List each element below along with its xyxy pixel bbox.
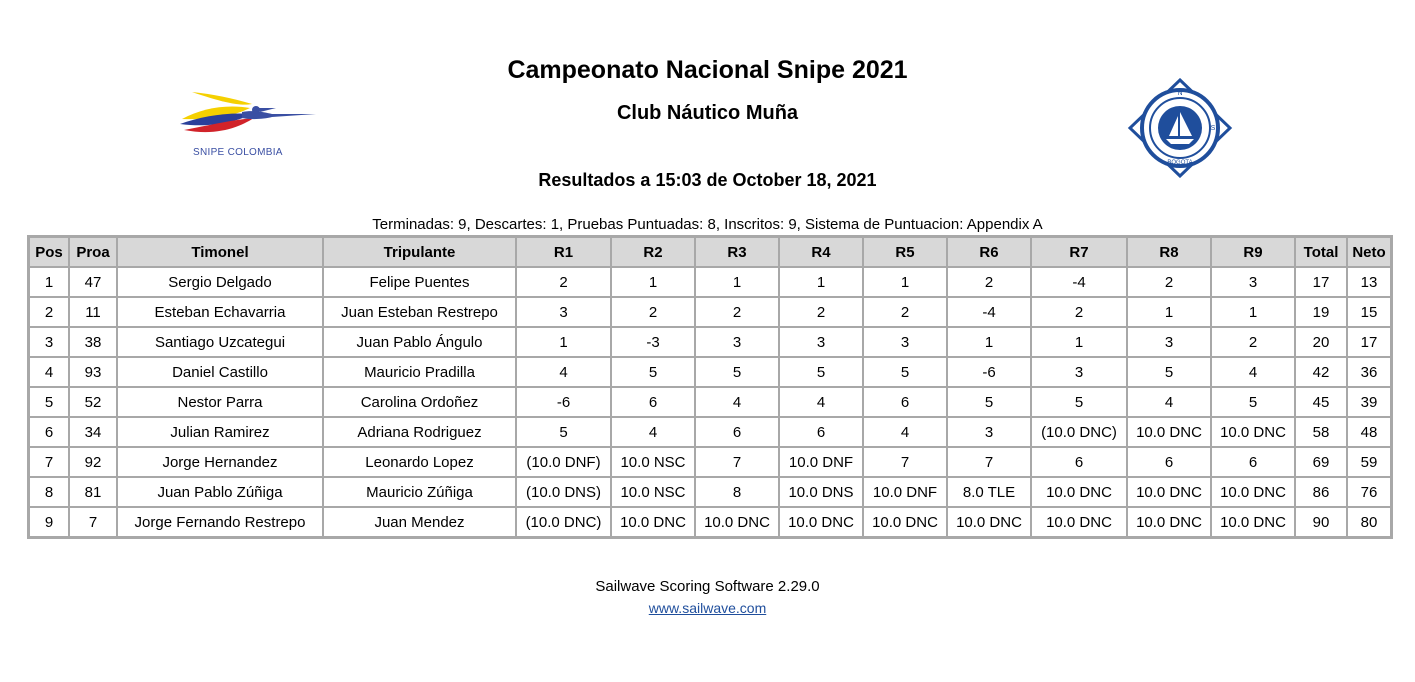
cell-neto: 80 (1347, 507, 1391, 537)
cell-total: 86 (1295, 477, 1347, 507)
cell-proa: 38 (69, 327, 117, 357)
cell-r4: 4 (779, 387, 863, 417)
cell-total: 90 (1295, 507, 1347, 537)
cell-pos: 1 (29, 267, 69, 297)
cell-total: 42 (1295, 357, 1347, 387)
cell-r5: 4 (863, 417, 947, 447)
cell-tripulante: Carolina Ordoñez (323, 387, 516, 417)
cell-r4: 1 (779, 267, 863, 297)
cell-timonel: Esteban Echavarria (117, 297, 323, 327)
cell-total: 45 (1295, 387, 1347, 417)
cell-r4: 5 (779, 357, 863, 387)
cell-r7: 1 (1031, 327, 1127, 357)
table-row (29, 417, 1391, 447)
cell-r5: 1 (863, 267, 947, 297)
cell-r7: 6 (1031, 447, 1127, 477)
seal-letter-s: S (1210, 125, 1216, 132)
cell-r2: 5 (611, 357, 695, 387)
column-header-r9: R9 (1211, 237, 1295, 267)
column-header-pos: Pos (29, 237, 69, 267)
cell-r4: 3 (779, 327, 863, 357)
column-header-r2: R2 (611, 237, 695, 267)
column-header-r1: R1 (516, 237, 611, 267)
cell-total: 20 (1295, 327, 1347, 357)
cell-tripulante: Adriana Rodriguez (323, 417, 516, 447)
series-summary: Terminadas: 9, Descartes: 1, Pruebas Puntuadas: 8, Inscritos: 9, Sistema de Puntuacion: Appendix A (372, 216, 1043, 233)
cell-tripulante: Juan Esteban Restrepo (323, 297, 516, 327)
cell-proa: 81 (69, 477, 117, 507)
cell-timonel: Jorge Fernando Restrepo (117, 507, 323, 537)
cell-pos: 2 (29, 297, 69, 327)
club-seal-icon (1126, 78, 1234, 178)
cell-proa: 11 (69, 297, 117, 327)
cell-total: 58 (1295, 417, 1347, 447)
table-row (29, 507, 1391, 537)
cell-timonel: Julian Ramirez (117, 417, 323, 447)
cell-r1: 2 (516, 267, 611, 297)
table-row (29, 267, 1391, 297)
cell-r7: 10.0 DNC (1031, 477, 1127, 507)
cell-r7: -4 (1031, 267, 1127, 297)
table-row (29, 447, 1391, 477)
cell-r6: 1 (947, 327, 1031, 357)
cell-r8: 2 (1127, 267, 1211, 297)
cell-r9: 3 (1211, 267, 1295, 297)
cell-r5: 6 (863, 387, 947, 417)
cell-r9: 10.0 DNC (1211, 507, 1295, 537)
page-title: Campeonato Nacional Snipe 2021 (507, 56, 908, 84)
cell-neto: 48 (1347, 417, 1391, 447)
cell-r7: 3 (1031, 357, 1127, 387)
cell-r8: 5 (1127, 357, 1211, 387)
cell-r3: 10.0 DNC (695, 507, 779, 537)
cell-r3: 1 (695, 267, 779, 297)
cell-tripulante: Juan Mendez (323, 507, 516, 537)
cell-r4: 2 (779, 297, 863, 327)
cell-total: 69 (1295, 447, 1347, 477)
cell-r3: 2 (695, 297, 779, 327)
cell-r1: 3 (516, 297, 611, 327)
cell-neto: 15 (1347, 297, 1391, 327)
table-row (29, 357, 1391, 387)
cell-r6: -4 (947, 297, 1031, 327)
cell-proa: 34 (69, 417, 117, 447)
cell-r1: (10.0 DNF) (516, 447, 611, 477)
table-row (29, 327, 1391, 357)
cell-r3: 3 (695, 327, 779, 357)
cell-r8: 6 (1127, 447, 1211, 477)
cell-r8: 10.0 DNC (1127, 477, 1211, 507)
cell-r2: 4 (611, 417, 695, 447)
cell-neto: 36 (1347, 357, 1391, 387)
column-header-r7: R7 (1031, 237, 1127, 267)
cell-total: 17 (1295, 267, 1347, 297)
cell-r7: 2 (1031, 297, 1127, 327)
cell-neto: 39 (1347, 387, 1391, 417)
cell-r3: 4 (695, 387, 779, 417)
table-row (29, 477, 1391, 507)
column-header-proa: Proa (69, 237, 117, 267)
cell-timonel: Nestor Parra (117, 387, 323, 417)
column-header-tripulante: Tripulante (323, 237, 516, 267)
cell-neto: 76 (1347, 477, 1391, 507)
cell-r9: 6 (1211, 447, 1295, 477)
column-header-r4: R4 (779, 237, 863, 267)
cell-r6: -6 (947, 357, 1031, 387)
cell-r7: 10.0 DNC (1031, 507, 1127, 537)
cell-proa: 52 (69, 387, 117, 417)
cell-pos: 4 (29, 357, 69, 387)
cell-r2: 10.0 NSC (611, 477, 695, 507)
cell-r7: 5 (1031, 387, 1127, 417)
cell-timonel: Jorge Hernandez (117, 447, 323, 477)
cell-r8: 10.0 DNC (1127, 417, 1211, 447)
cell-r2: -3 (611, 327, 695, 357)
cell-r9: 4 (1211, 357, 1295, 387)
cell-neto: 59 (1347, 447, 1391, 477)
column-header-r3: R3 (695, 237, 779, 267)
cell-r4: 6 (779, 417, 863, 447)
cell-pos: 5 (29, 387, 69, 417)
cell-r2: 2 (611, 297, 695, 327)
cell-r4: 10.0 DNF (779, 447, 863, 477)
cell-r6: 8.0 TLE (947, 477, 1031, 507)
column-header-r8: R8 (1127, 237, 1211, 267)
cell-r1: (10.0 DNS) (516, 477, 611, 507)
seal-letter-n: N (1177, 90, 1183, 97)
table-row (29, 387, 1391, 417)
cell-timonel: Santiago Uzcategui (117, 327, 323, 357)
cell-r3: 6 (695, 417, 779, 447)
cell-pos: 7 (29, 447, 69, 477)
seal-letter-bogota: BOGOTA (1167, 160, 1193, 166)
cell-r7: (10.0 DNC) (1031, 417, 1127, 447)
cell-proa: 47 (69, 267, 117, 297)
cell-r1: 1 (516, 327, 611, 357)
cell-r6: 3 (947, 417, 1031, 447)
results-table (27, 235, 1393, 539)
table-header-row (29, 237, 1391, 267)
cell-pos: 8 (29, 477, 69, 507)
cell-r6: 2 (947, 267, 1031, 297)
cell-proa: 7 (69, 507, 117, 537)
cell-proa: 92 (69, 447, 117, 477)
cell-r9: 2 (1211, 327, 1295, 357)
cell-total: 19 (1295, 297, 1347, 327)
column-header-total: Total (1295, 237, 1347, 267)
cell-r9: 10.0 DNC (1211, 417, 1295, 447)
cell-r2: 10.0 DNC (611, 507, 695, 537)
cell-pos: 9 (29, 507, 69, 537)
cell-proa: 93 (69, 357, 117, 387)
cell-r6: 7 (947, 447, 1031, 477)
cell-neto: 17 (1347, 327, 1391, 357)
cell-r2: 6 (611, 387, 695, 417)
cell-tripulante: Felipe Puentes (323, 267, 516, 297)
cell-timonel: Sergio Delgado (117, 267, 323, 297)
cell-r5: 10.0 DNC (863, 507, 947, 537)
column-header-timonel: Timonel (117, 237, 323, 267)
cell-r8: 1 (1127, 297, 1211, 327)
cell-r2: 10.0 NSC (611, 447, 695, 477)
cell-r1: (10.0 DNC) (516, 507, 611, 537)
snipe-colombia-label: SNIPE COLOMBIA (193, 147, 283, 158)
results-timestamp: Resultados a 15:03 de October 18, 2021 (538, 170, 877, 190)
cell-r9: 10.0 DNC (1211, 477, 1295, 507)
sailwave-link[interactable]: www.sailwave.com (648, 600, 767, 616)
column-header-r6: R6 (947, 237, 1031, 267)
cell-r8: 3 (1127, 327, 1211, 357)
cell-r3: 7 (695, 447, 779, 477)
cell-r2: 1 (611, 267, 695, 297)
software-credit: Sailwave Scoring Software 2.29.0 (595, 578, 820, 595)
cell-tripulante: Mauricio Zúñiga (323, 477, 516, 507)
cell-r1: -6 (516, 387, 611, 417)
cell-r6: 10.0 DNC (947, 507, 1031, 537)
cell-pos: 6 (29, 417, 69, 447)
cell-r1: 4 (516, 357, 611, 387)
cell-r8: 4 (1127, 387, 1211, 417)
cell-r6: 5 (947, 387, 1031, 417)
cell-neto: 13 (1347, 267, 1391, 297)
cell-tripulante: Mauricio Pradilla (323, 357, 516, 387)
cell-pos: 3 (29, 327, 69, 357)
cell-r3: 8 (695, 477, 779, 507)
cell-r4: 10.0 DNC (779, 507, 863, 537)
column-header-neto: Neto (1347, 237, 1391, 267)
cell-timonel: Daniel Castillo (117, 357, 323, 387)
cell-tripulante: Leonardo Lopez (323, 447, 516, 477)
cell-r1: 5 (516, 417, 611, 447)
cell-r3: 5 (695, 357, 779, 387)
cell-tripulante: Juan Pablo Ángulo (323, 327, 516, 357)
cell-r5: 7 (863, 447, 947, 477)
table-row (29, 297, 1391, 327)
cell-r5: 10.0 DNF (863, 477, 947, 507)
cell-r4: 10.0 DNS (779, 477, 863, 507)
club-name: Club Náutico Muña (616, 102, 799, 124)
cell-r8: 10.0 DNC (1127, 507, 1211, 537)
cell-r5: 2 (863, 297, 947, 327)
column-header-r5: R5 (863, 237, 947, 267)
cell-r5: 3 (863, 327, 947, 357)
cell-r9: 1 (1211, 297, 1295, 327)
cell-r5: 5 (863, 357, 947, 387)
cell-r9: 5 (1211, 387, 1295, 417)
cell-timonel: Juan Pablo Zúñiga (117, 477, 323, 507)
